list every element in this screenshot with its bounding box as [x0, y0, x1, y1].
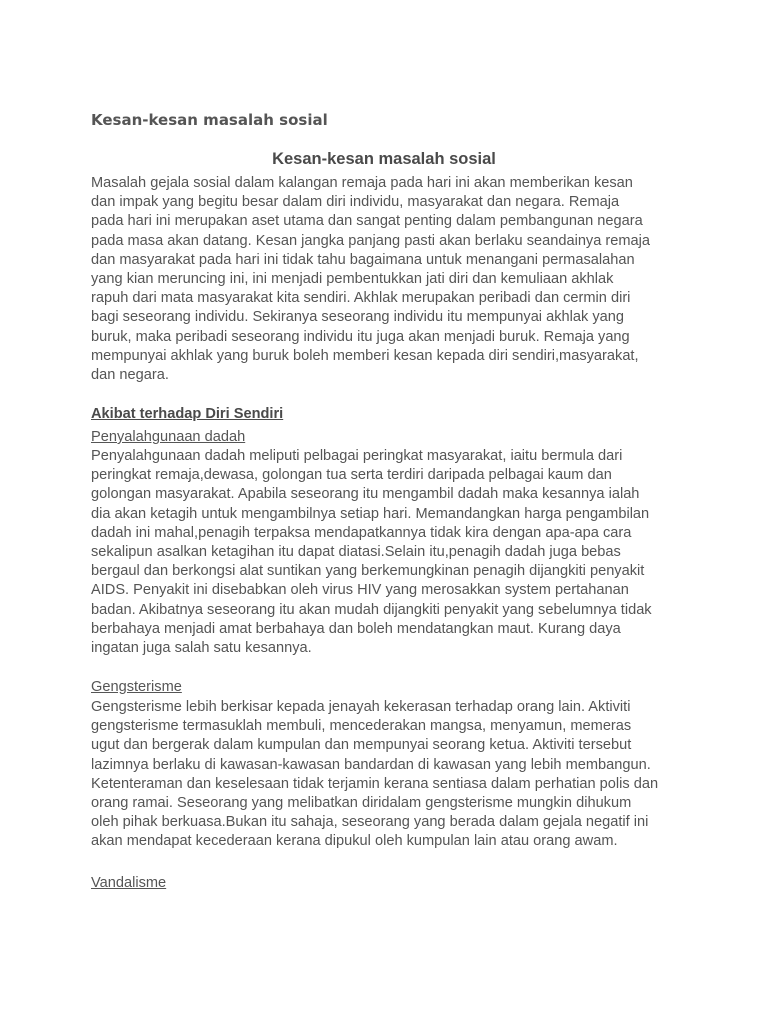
paragraph-penyalahgunaan-dadah: Penyalahgunaan dadah meliputi pelbagai peringkat masyarakat, iaitu bermula dari peringkat remaja,dewasa, golongan tua serta terdiri daripada pelbagai kaum dan golongan masyarakat. Apabila seseorang itu mengambil dadah maka kesannya ialah dia akan ketagih untuk mengambilnya setiap hari. Memandangkan harga pengambilan dadah ini mahal,penagih terpaksa mendapatkannya tidak kira dengan apa-apa cara sekalipun asalkan ketagihan itu dapat diatasi.Selain itu,penagih dadah juga bebas bergaul dan berkongsi alat suntikan yang berkemungkinan penagih dijangkiti penyakit AIDS. Penyakit ini disebabkan oleh virus HIV yang merosakkan system pertahanan badan. Akibatnya seseorang itu akan mudah dijangkiti penyakit yang sebelumnya tidak berbahaya menjadi amat berbahaya dan boleh mendatangkan maut. Kurang daya ingatan juga salah satu kesannya.: [91, 448, 652, 657]
article-heading: Kesan-kesan masalah sosial: [272, 150, 496, 168]
intro-paragraph: Masalah gejala sosial dalam kalangan remaja pada hari ini akan memberikan kesan dan impak yang begitu besar dalam diri individu, masyarakat dan negara. Remaja pada hari ini merupakan aset utama dan sangat penting dalam pembangunan negara pada masa akan datang. Kesan jangka panjang pasti akan berlaku seandainya remaja dan masyarakat pada hari ini tidak tahu bagaimana untuk menangani permasalahan yang kian meruncing ini, ini menjadi pembentukkan jati diri dan kemuliaan akhlak rapuh dari mata masyarakat kita sendiri. Akhlak merupakan peribadi dan cermin diri bagi seseorang individu. Sekiranya seseorang individu itu mempunyai akhlak yang buruk, maka peribadi seseorang individu itu juga akan menjadi buruk. Remaja yang mempunyai akhlak yang buruk boleh memberi kesan kepada diri sendiri,masyarakat, dan negara.: [91, 175, 651, 384]
section-heading-diri-sendiri: Akibat terhadap Diri Sendiri: [91, 406, 284, 422]
subheading-vandalisme: Vandalisme: [91, 875, 167, 891]
paragraph-gengsterisme: Gengsterisme lebih berkisar kepada jenayah kekerasan terhadap orang lain. Aktiviti gengsterisme termasuklah membuli, mencederakan mangsa, menyamun, memeras ugut dan bergerak dalam kumpulan dan mempunyai seorang ketua. Aktiviti tersebut lazimnya berlaku di kawasan-kawasan bandardan di kawasan yang lebih membangun. Ketenteraman dan keselesaan tidak terjamin kerana sentiasa dalam perhatian polis dan orang ramai. Seseorang yang melibatkan diridalam gengsterisme mungkin dihukum oleh pihak berkuasa.Bukan itu sahaja, seseorang yang berada dalam gejala negatif ini akan mendapat kecederaan kerana dipukul oleh kumpulan lain atau orang awam.: [91, 699, 659, 850]
subheading-gengsterisme: Gengsterisme: [91, 679, 182, 695]
document-title: Kesan-kesan masalah sosial: [91, 111, 328, 129]
subheading-penyalahgunaan-dadah: Penyalahgunaan dadah: [91, 429, 246, 445]
